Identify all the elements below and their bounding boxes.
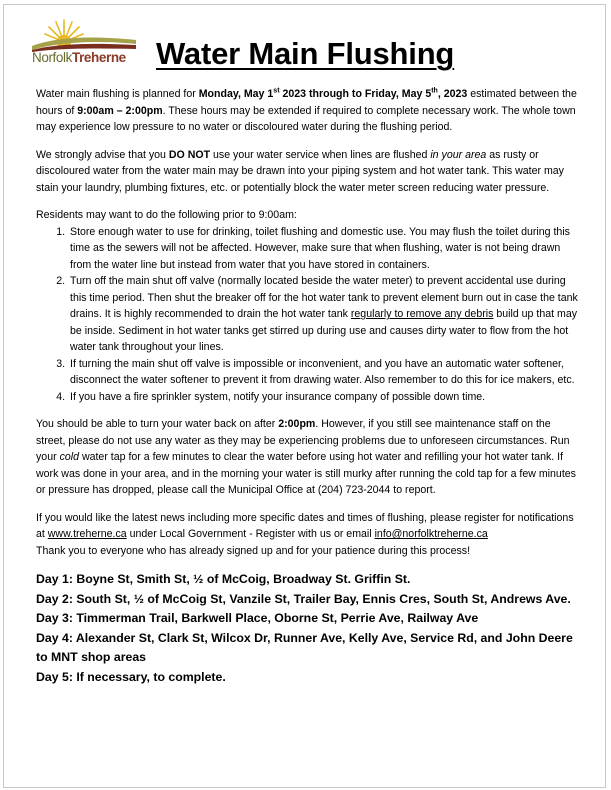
news-paragraph [36,510,582,560]
preparation-steps-list [36,224,582,406]
advise-text-1: We strongly advise that you [36,148,169,161]
logo-wordmark [32,50,126,65]
flushing-schedule [36,570,582,687]
schedule-day-5: Day 5: If necessary, to complete. [36,669,226,684]
date-start-suffix: st [273,87,280,95]
after-text-3: water tap for a few minutes to clear the water before using hot water and refilling your hot water tank. If work was done in your area, and in the morning your water is still murky after running the cold tap for a few minutes or pressure has dropped, please call the Municipal Office at (204) 723-2044 to report. [36,451,576,496]
advise-in-your-area: in your area [430,148,487,161]
after-text-2: . However, if you still see maintenance staff on the street, please do not use any water as they may be experiencing problems due to unforeseen circumstances. Run your [36,418,570,463]
step-2-text-b: build up that may be inside. Sediment in hot water tanks get stirred up during use and causes dirty water to flow from the hot water tank throughout your lines. [70,308,578,353]
notice-body [36,86,582,687]
page-title: Water Main Flushing [156,36,455,71]
step-1: 1. Store enough water to use for drinking, toilet flushing and domestic use. You may flush the toilet during this time as the sewers will not be affected. However, make sure that when flushing, water is not being drawn from the water line but instead from water that you have stored in containers. [68,224,582,274]
intro-text-2: estimated between the hours of [36,88,577,117]
step-2-underlined: regularly to remove any debris [350,308,494,320]
intro-text-1: Water main flushing is planned for [36,88,199,100]
news-thanks: Thank you to everyone who has already signed up and for your patience during this process! [36,544,471,557]
date-year: , 2023 [437,88,468,100]
after-paragraph [36,416,582,499]
step-2 [68,273,582,356]
schedule-day-3: Day 3: Timmerman Trail, Barkwell Place, Oborne St, Perrie Ave, Railway Ave [36,611,479,625]
after-time: 2:00pm [278,418,316,430]
advise-paragraph [36,147,582,197]
date-end-suffix: th [431,87,438,95]
website-link[interactable]: www.treherne.ca [47,528,127,540]
date-start: Monday, May 1 [198,88,274,100]
advise-text-3: as rusty or discoloured water from the water main may be drawn into your piping system and hot water tank. This water may stain your laundry, plumbing fixtures, etc. or potentially block the water meter screen reducing water pressure. [36,148,564,194]
after-cold: cold [59,451,79,463]
sun-field-icon [28,16,140,52]
news-text-1: If you would like the latest news including more specific dates and times of flushing, please register for notifications at [36,511,574,540]
flush-hours: 9:00am – 2:00pm [77,104,163,117]
schedule-day-1: Day 1: Boyne St, Smith St, ½ of McCoig, Broadway St. Griffin St. [36,572,411,586]
logo-treherne-text: Treherne [71,50,126,65]
schedule-day-4: Day 4: Alexander St, Clark St, Wilcox Dr, Runner Ave, Kelly Ave, Service Rd, and John Deere to MNT shop areas [36,630,573,664]
advise-do-not: DO NOT [168,148,211,161]
flush-dates [199,88,468,100]
step-4: 4. If you have a fire sprinkler system, notify your insurance company of possible down time. [68,389,582,406]
intro-paragraph [36,86,582,136]
after-text-1: You should be able to turn your water back on after [36,418,279,430]
date-mid: 2023 through to Friday, May 5 [279,88,432,100]
advise-text-2: use your water service when lines are flushed [210,148,431,161]
email-link[interactable]: info@norfolktreherne.ca [374,528,488,540]
news-text-2: under Local Government - Register with us or email [126,528,375,540]
intro-text-3: . These hours may be extended if required to complete necessary work. The whole town may experience low pressure to no water or discoloured water during the flushing period. [36,104,576,133]
step-2-text-a: Turn off the main shut off valve (normally located beside the water meter) to prevent accidental use during this time period. Then shut the breaker off for the hot water tank to prevent element burn out in case the tank drains. It is highly recommended to drain the hot water tank [70,275,578,320]
step-3: 3. If turning the main shut off valve is impossible or inconvenient, and you have an automatic water softener, disconnect the water softener to prevent it from drawing water. Also remember to do this for ice makers, etc. [68,356,582,389]
residents-intro: Residents may want to do the following prior to 9:00am: [36,209,297,221]
logo-norfolk-text: Norfolk [32,50,72,65]
norfolk-treherne-logo [28,16,140,68]
schedule-day-2: Day 2: South St, ½ of McCoig St, Vanzile St, Trailer Bay, Ennis Cres, South St, Andrews Ave. [36,591,571,606]
